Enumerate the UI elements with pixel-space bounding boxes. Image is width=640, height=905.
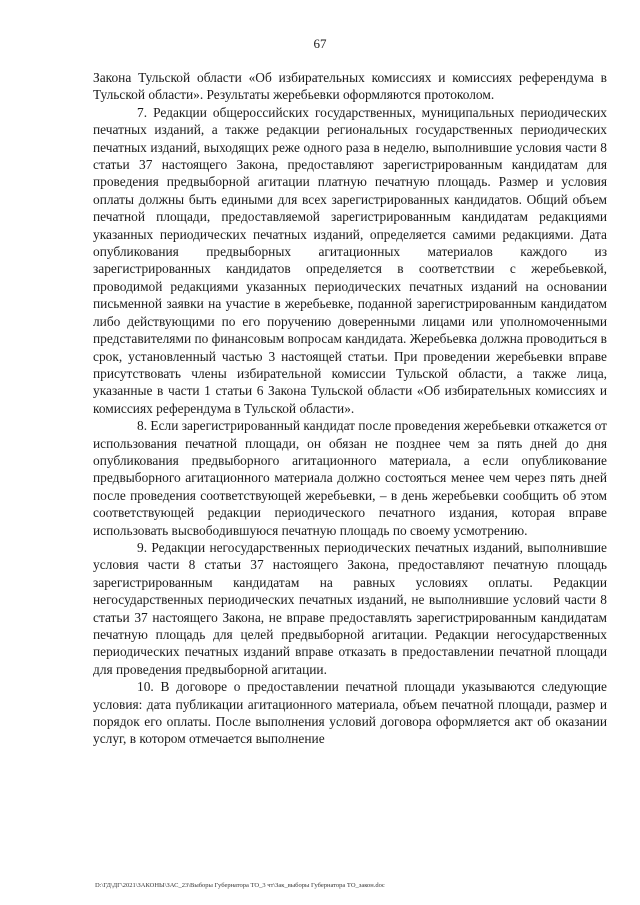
paragraph-7: 7. Редакции общероссийских государственных, муниципальных периодических печатных изданий, а также редакции региональных государственных периодических печатных изданий, выходящих реже одного раза в неделю, выполнившие условия части 8 статьи 37 настоящего Закона, предоставляют зарегистрированным кандидатам для проведения предвыборной агитации платную печатную площадь. Размер и условия оплаты должны быть едиными для всех зарегистрированных кандидатов. Общий объем печатной площади, предоставляемой зарегистрированным кандидатам редакциями указанных периодических печатных изданий, определяется самими редакциями. Дата опубликования предвыборных агитационных материалов каждого из зарегистрированных кандидатов определяется в соответствии с жеребьевкой, проводимой редакциями указанных периодических печатных изданий на основании письменной заявки на участие в жеребьевке, поданной зарегистрированным кандидатом либо действующими по его поручению доверенными лицами или уполномоченными представителями по финансовым вопросам кандидата. Жеребьевка должна проводиться в срок, установленный частью 3 настоящей статьи. При проведении жеребьевки вправе присутствовать члены избирательной комиссии Тульской области, а также лица, указанные в части 1 статьи 6 Закона Тульской области «Об избирательных комиссиях и комиссиях референдума в Тульской области». xyxy=(93,104,607,416)
file-path-footer: D:\ГД\ДГ\2021\ЗАКОНЫ\ЗАС_23\Выборы Губернатора ТО_3 чт\Зак_выборы Губернатора ТО_закон.doc xyxy=(95,882,385,889)
body-text xyxy=(93,69,607,748)
paragraph-9: 9. Редакции негосударственных периодических печатных изданий, выполнившие условия части 8 статьи 37 настоящего Закона, предоставляют печатную площадь зарегистрированным кандидатам на равных условиях оплаты. Редакции негосударственных периодических печатных изданий, не выполнившие условий части 8 статьи 37 настоящего Закона, не вправе предоставлять зарегистрированным кандидатам печатную площадь для целей предвыборной агитации. Редакции негосударственных периодических печатных изданий вправе отказать в предоставлении печатной площади для проведения предвыборной агитации. xyxy=(93,539,607,677)
page-number: 67 xyxy=(313,36,327,51)
paragraph-10: 10. В договоре о предоставлении печатной площади указываются следующие условия: дата публикации агитационного материала, объем печатной площади, размер и порядок его оплаты. После выполнения условий договора оформляется акт об оказании услуг, в котором отмечается выполнение xyxy=(93,679,607,747)
paragraph-8: 8. Если зарегистрированный кандидат после проведения жеребьевки откажется от использования печатной площади, он обязан не позднее чем за пять дней до дня опубликования предвыборного агитационного материала, а если опубликование предвыборного агитационного материала должно состояться менее чем через пять дней после проведения соответствующей жеребьевки, – в день жеребьевки сообщить об этом соответствующей редакции периодического печатного издания, которая вправе использовать высвободившуюся печатную площадь по своему усмотрению. xyxy=(93,418,607,538)
paragraph-continuation: Закона Тульской области «Об избирательных комиссиях и комиссиях референдума в Тульской области». Результаты жеребьевки оформляются протоколом. xyxy=(93,70,607,103)
